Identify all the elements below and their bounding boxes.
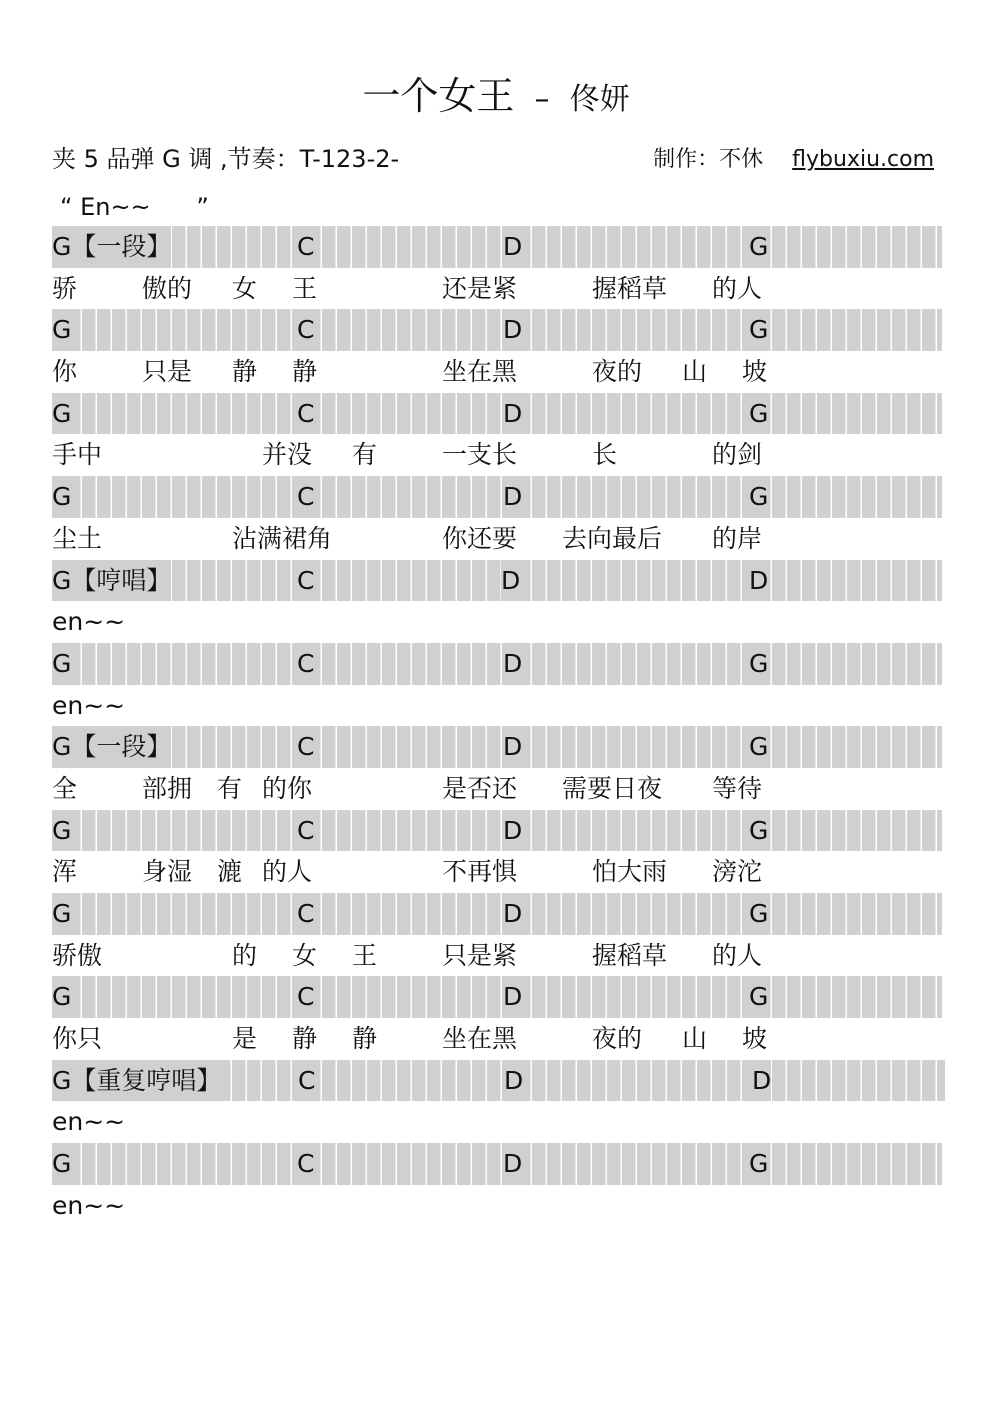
- lyric-text: 只是: [142, 357, 193, 387]
- chord-label: C: [297, 226, 314, 268]
- lyric-row: [52, 518, 942, 560]
- chord-row: [52, 976, 942, 1018]
- lyric-text: 是否还: [442, 773, 518, 803]
- chord-label: D: [503, 476, 522, 518]
- lyric-text: 傲的: [142, 273, 193, 303]
- lyric-row: [52, 268, 942, 310]
- artist-name: 佟妍: [569, 82, 630, 117]
- chord-label: C: [297, 1143, 314, 1185]
- song-title-line: [0, 72, 992, 124]
- lyric-row: [52, 1185, 942, 1227]
- chord-label: C: [297, 643, 314, 685]
- lyric-text: 等待: [712, 773, 763, 803]
- lyric-text: 是: [232, 1024, 258, 1054]
- chord-label: G【一段】: [52, 226, 171, 268]
- lyric-text: 骄: [52, 273, 78, 303]
- lyric-text: 静: [352, 1024, 378, 1054]
- lyric-text: en~~: [52, 1107, 126, 1137]
- chord-row: [52, 560, 942, 602]
- chord-label: C: [298, 1060, 315, 1102]
- lyric-text: 夜的: [592, 357, 643, 387]
- lyric-text: 的: [232, 940, 258, 970]
- lyric-text: 静: [292, 1024, 318, 1054]
- chord-label: G: [749, 476, 768, 518]
- lyric-text: 全: [52, 773, 78, 803]
- lyric-text: 你: [52, 357, 78, 387]
- chord-label: G: [52, 893, 71, 935]
- lyric-text: 有: [352, 440, 378, 470]
- chord-label: G【重复哼唱】: [52, 1060, 221, 1102]
- lyric-text: 坡: [742, 1024, 768, 1054]
- chord-label: G【一段】: [52, 726, 171, 768]
- lyric-text: 山: [682, 1024, 708, 1054]
- credit-line: [653, 144, 934, 176]
- lyric-row: [52, 351, 942, 393]
- lyric-text: 尘土: [52, 523, 103, 553]
- chord-row: [52, 726, 942, 768]
- title-separator: –: [534, 82, 550, 117]
- lyric-text: 你还要: [442, 523, 518, 553]
- chord-label: G: [749, 1143, 768, 1185]
- lyric-text: 滂沱: [712, 857, 763, 887]
- lyric-text: 王: [292, 273, 318, 303]
- lyric-text: 坡: [742, 357, 768, 387]
- lyric-row: [52, 851, 942, 893]
- lyric-text: 夜的: [592, 1024, 643, 1054]
- chord-label: G: [52, 476, 71, 518]
- lyric-text: 浑: [52, 857, 78, 887]
- lyric-text: 女: [292, 940, 318, 970]
- chord-label: G: [749, 393, 768, 435]
- lyric-text: 握稻草: [592, 273, 668, 303]
- chord-label: D: [503, 726, 522, 768]
- capo-info: 夹 5 品弹 G 调 ,节奏：T-123-2-: [52, 145, 400, 173]
- chord-label: D: [501, 560, 520, 602]
- chord-row: [52, 893, 942, 935]
- chord-label: D: [503, 1143, 522, 1185]
- lyric-text: 身湿: [142, 857, 193, 887]
- lyric-text: 坐在黑: [442, 357, 518, 387]
- lyric-text: 有: [217, 773, 243, 803]
- lyric-text: 你只: [52, 1024, 103, 1054]
- chord-label: D: [503, 810, 522, 852]
- lyric-row: [52, 1101, 942, 1143]
- lyric-text: 山: [682, 357, 708, 387]
- lyric-text: 部拥: [142, 773, 193, 803]
- credit: 制作：不休: [653, 147, 764, 172]
- chord-label: D: [503, 643, 522, 685]
- lyric-text: en~~: [52, 1190, 126, 1220]
- lyric-text: 不再惧: [442, 857, 518, 887]
- lyric-text: 沾满裙角: [232, 523, 333, 553]
- lyric-text: en~~: [52, 690, 126, 720]
- chord-label: D: [503, 226, 522, 268]
- lyric-text: 需要日夜: [562, 773, 663, 803]
- lyric-text: 去向最后: [562, 523, 663, 553]
- chord-label: D: [752, 1060, 771, 1102]
- chord-row: [52, 810, 942, 852]
- chord-label: D: [749, 560, 768, 602]
- chord-label: G: [52, 1143, 71, 1185]
- chord-row: [52, 476, 942, 518]
- intro-line: “ En~~ ”: [60, 193, 209, 221]
- chord-label: D: [504, 1060, 523, 1102]
- chord-label: G: [749, 810, 768, 852]
- song-title: 一个女王: [362, 74, 515, 118]
- lyric-text: 的人: [262, 857, 313, 887]
- chord-label: D: [503, 893, 522, 935]
- lyric-text: 并没: [262, 440, 313, 470]
- chord-label: G: [749, 726, 768, 768]
- chord-label: D: [503, 309, 522, 351]
- chord-sheet: [52, 226, 942, 1227]
- chord-label: G: [749, 309, 768, 351]
- chord-label: G: [52, 309, 71, 351]
- lyric-text: 一支长: [442, 440, 518, 470]
- lyric-text: 长: [592, 440, 618, 470]
- lyric-row: [52, 935, 942, 977]
- lyric-row: [52, 601, 942, 643]
- lyric-text: 静: [232, 357, 258, 387]
- lyric-text: 王: [352, 940, 378, 970]
- chord-label: D: [503, 976, 522, 1018]
- lyric-row: [52, 685, 942, 727]
- chord-label: G: [52, 643, 71, 685]
- site-link[interactable]: flybuxiu.com: [792, 147, 934, 172]
- chord-label: G: [52, 810, 71, 852]
- chord-label: C: [297, 726, 314, 768]
- lyric-text: 的人: [712, 940, 763, 970]
- lyric-row: [52, 434, 942, 476]
- lyric-text: 的你: [262, 773, 313, 803]
- chord-label: D: [503, 393, 522, 435]
- lyric-text: 骄傲: [52, 940, 103, 970]
- lyric-text: 坐在黑: [442, 1024, 518, 1054]
- chord-label: C: [297, 476, 314, 518]
- lyric-row: [52, 768, 942, 810]
- chord-label: G: [749, 643, 768, 685]
- chord-label: C: [297, 309, 314, 351]
- chord-label: G: [52, 976, 71, 1018]
- chord-row: [52, 226, 942, 268]
- chord-label: G【哼唱】: [52, 560, 171, 602]
- chord-row: [52, 1060, 945, 1102]
- chord-label: C: [297, 976, 314, 1018]
- chord-label: G: [52, 393, 71, 435]
- chord-row: [52, 393, 942, 435]
- lyric-text: 的岸: [712, 523, 763, 553]
- chord-row: [52, 309, 942, 351]
- lyric-text: 静: [292, 357, 318, 387]
- chord-label: C: [297, 810, 314, 852]
- chord-label: C: [297, 560, 314, 602]
- lyric-text: 怕大雨: [592, 857, 668, 887]
- chord-label: G: [749, 893, 768, 935]
- lyric-text: 漉: [217, 857, 243, 887]
- lyric-text: 的人: [712, 273, 763, 303]
- chord-row: [52, 643, 942, 685]
- chord-label: G: [749, 976, 768, 1018]
- lyric-text: 的剑: [712, 440, 763, 470]
- chord-row: [52, 1143, 942, 1185]
- chord-label: C: [297, 393, 314, 435]
- lyric-text: 只是紧: [442, 940, 518, 970]
- lyric-text: 握稻草: [592, 940, 668, 970]
- lyric-text: en~~: [52, 607, 126, 637]
- lyric-text: 女: [232, 273, 258, 303]
- lyric-row: [52, 1018, 942, 1060]
- chord-label: C: [297, 893, 314, 935]
- chord-label: G: [749, 226, 768, 268]
- lyric-text: 手中: [52, 440, 103, 470]
- lyric-text: 还是紧: [442, 273, 518, 303]
